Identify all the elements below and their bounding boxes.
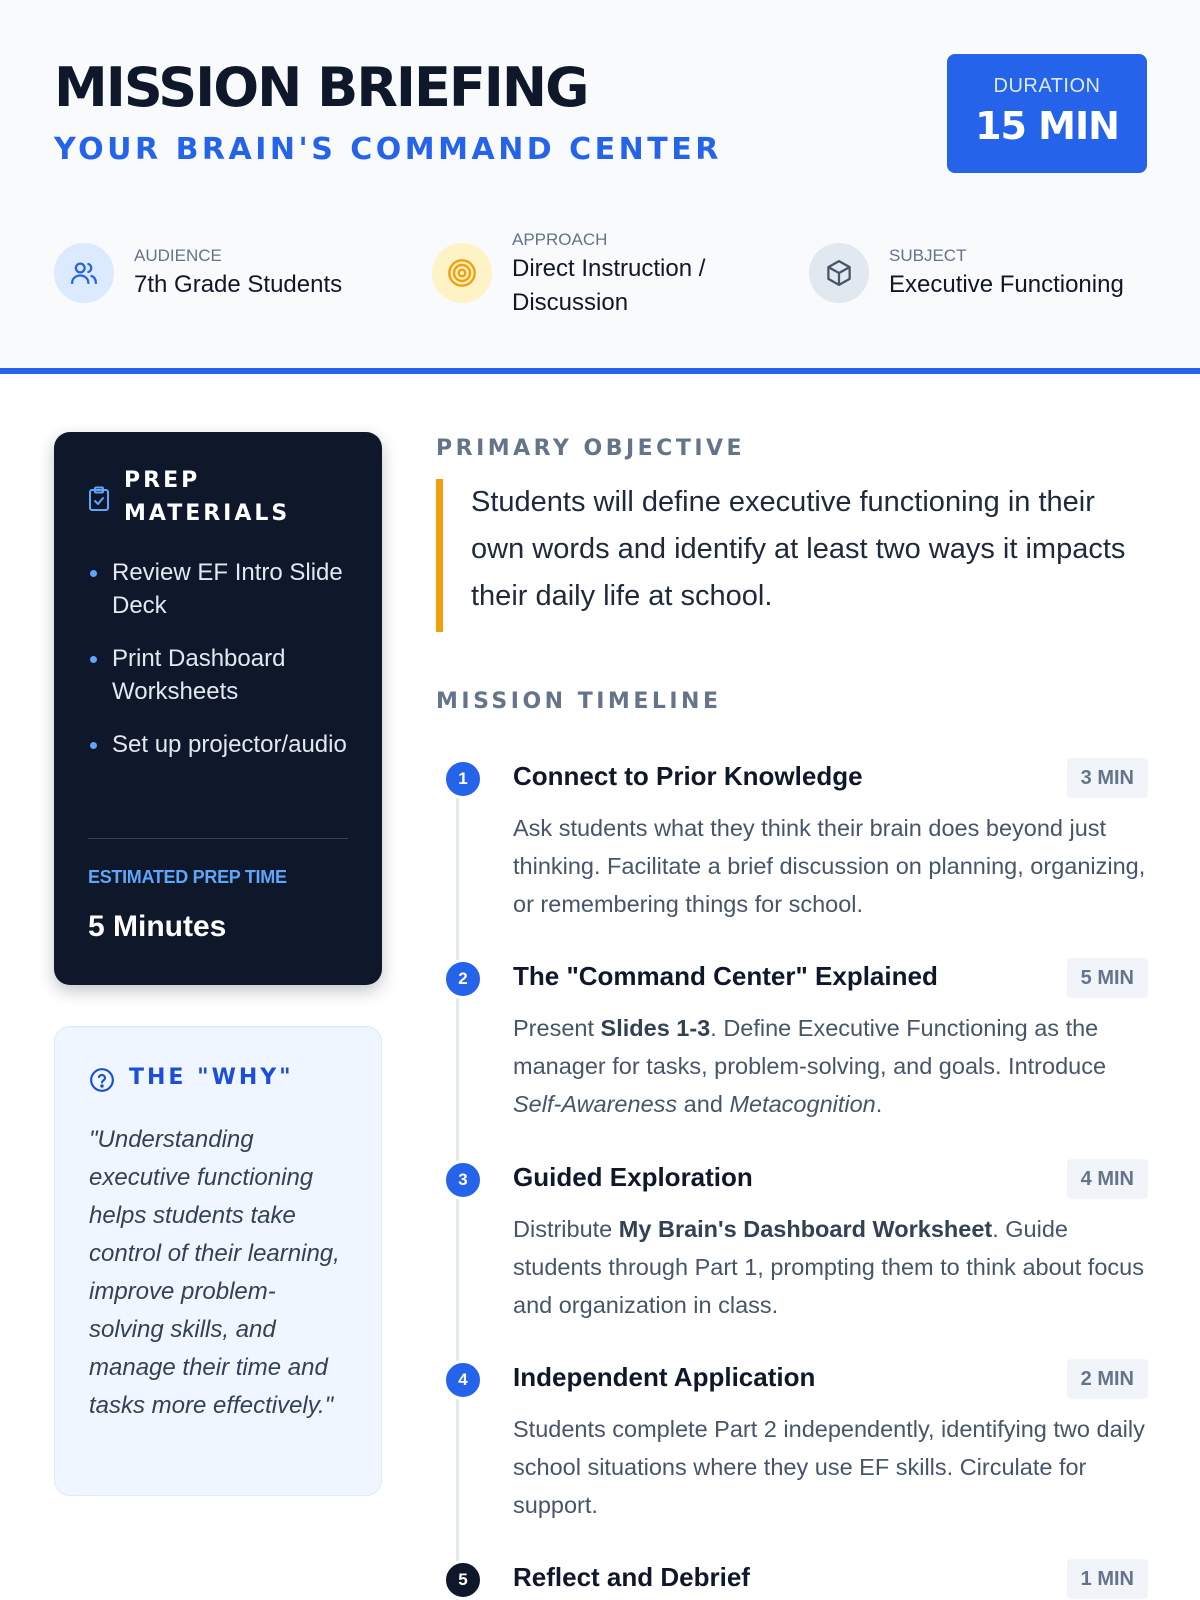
- meta-label: APPROACH: [512, 230, 608, 249]
- objective-text: Students will define executive functioning in their own words and identify at least two ways it impacts their daily life at school.: [471, 486, 1126, 612]
- timeline-label: MISSION TIMELINE: [436, 689, 722, 714]
- step-time-badge: 1 MIN: [1067, 1559, 1148, 1599]
- step-number: 1: [443, 759, 483, 799]
- target-icon: [432, 243, 492, 303]
- step-time-badge: 4 MIN: [1067, 1159, 1148, 1199]
- step-title: Guided Exploration: [513, 1162, 753, 1192]
- step-time-badge: 2 MIN: [1067, 1359, 1148, 1399]
- why-title: THE "WHY": [129, 1065, 294, 1090]
- step-number: 4: [443, 1360, 483, 1400]
- meta-value-line2: Discussion: [512, 289, 629, 316]
- meta-value-line1: Direct Instruction /: [512, 255, 706, 282]
- step-title: Independent Application: [513, 1362, 816, 1392]
- list-item: Print Dashboard Worksheets: [88, 642, 358, 708]
- step-description: Ask students what they think their brain does beyond just thinking. Facilitate a brief discussion on planning, organizing, or remembering things for school.: [513, 815, 1146, 917]
- prep-list: [88, 556, 358, 781]
- duration-label: DURATION: [993, 75, 1101, 97]
- step-time-badge: 3 MIN: [1067, 758, 1148, 798]
- question-circle-icon: [89, 1067, 115, 1098]
- meta-value: Executive Functioning: [889, 271, 1124, 298]
- step-number: 5: [443, 1560, 483, 1600]
- prep-time-value: 5 Minutes: [88, 910, 227, 943]
- prep-materials-card: [54, 432, 382, 985]
- meta-value: 7th Grade Students: [134, 271, 343, 298]
- header: [0, 0, 1200, 374]
- users-icon: [54, 243, 114, 303]
- meta-approach: [432, 230, 772, 320]
- cube-icon: [809, 243, 869, 303]
- duration-badge: [947, 54, 1147, 173]
- duration-value: 15 MIN: [975, 104, 1119, 148]
- step-number: 3: [443, 1160, 483, 1200]
- page-title: MISSION BRIEFING: [54, 56, 588, 119]
- list-item: Set up projector/audio: [88, 728, 358, 761]
- step-description: Present Slides 1-3. Define Executive Functioning as the manager for tasks, problem-solving, and goals. Introduce Self-Awareness and Metacognition.: [513, 1015, 1107, 1117]
- why-quote: "Understanding executive functioning helps students take control of their learning, improve problem-solving skills, and manage their time and tasks more effectively.": [89, 1126, 340, 1419]
- prep-title: PREP MATERIALS: [124, 468, 291, 526]
- clipboard-icon: [88, 486, 110, 517]
- list-item: Review EF Intro Slide Deck: [88, 556, 358, 622]
- step-description: Students complete Part 2 independently, identifying two daily school situations where they use EF skills. Circulate for support.: [513, 1416, 1145, 1518]
- meta-audience: [54, 230, 394, 320]
- step-title: The "Command Center" Explained: [513, 961, 938, 991]
- why-card: [54, 1026, 382, 1496]
- step-time-badge: 5 MIN: [1067, 958, 1148, 998]
- prep-time-label: ESTIMATED PREP TIME: [88, 867, 287, 887]
- step-number: 2: [443, 959, 483, 999]
- objective-label: PRIMARY OBJECTIVE: [436, 436, 746, 461]
- meta-label: SUBJECT: [889, 246, 967, 265]
- meta-subject: [809, 230, 1149, 320]
- page-subtitle: YOUR BRAIN'S COMMAND CENTER: [54, 132, 722, 167]
- divider: [88, 838, 348, 839]
- step-description: Distribute My Brain's Dashboard Worksheet. Guide students through Part 1, prompting them to think about focus and organization in class.: [513, 1216, 1144, 1318]
- step-title: Reflect and Debrief: [513, 1562, 750, 1592]
- meta-label: AUDIENCE: [134, 246, 222, 265]
- step-title: Connect to Prior Knowledge: [513, 761, 863, 791]
- objective-block: [436, 479, 1148, 632]
